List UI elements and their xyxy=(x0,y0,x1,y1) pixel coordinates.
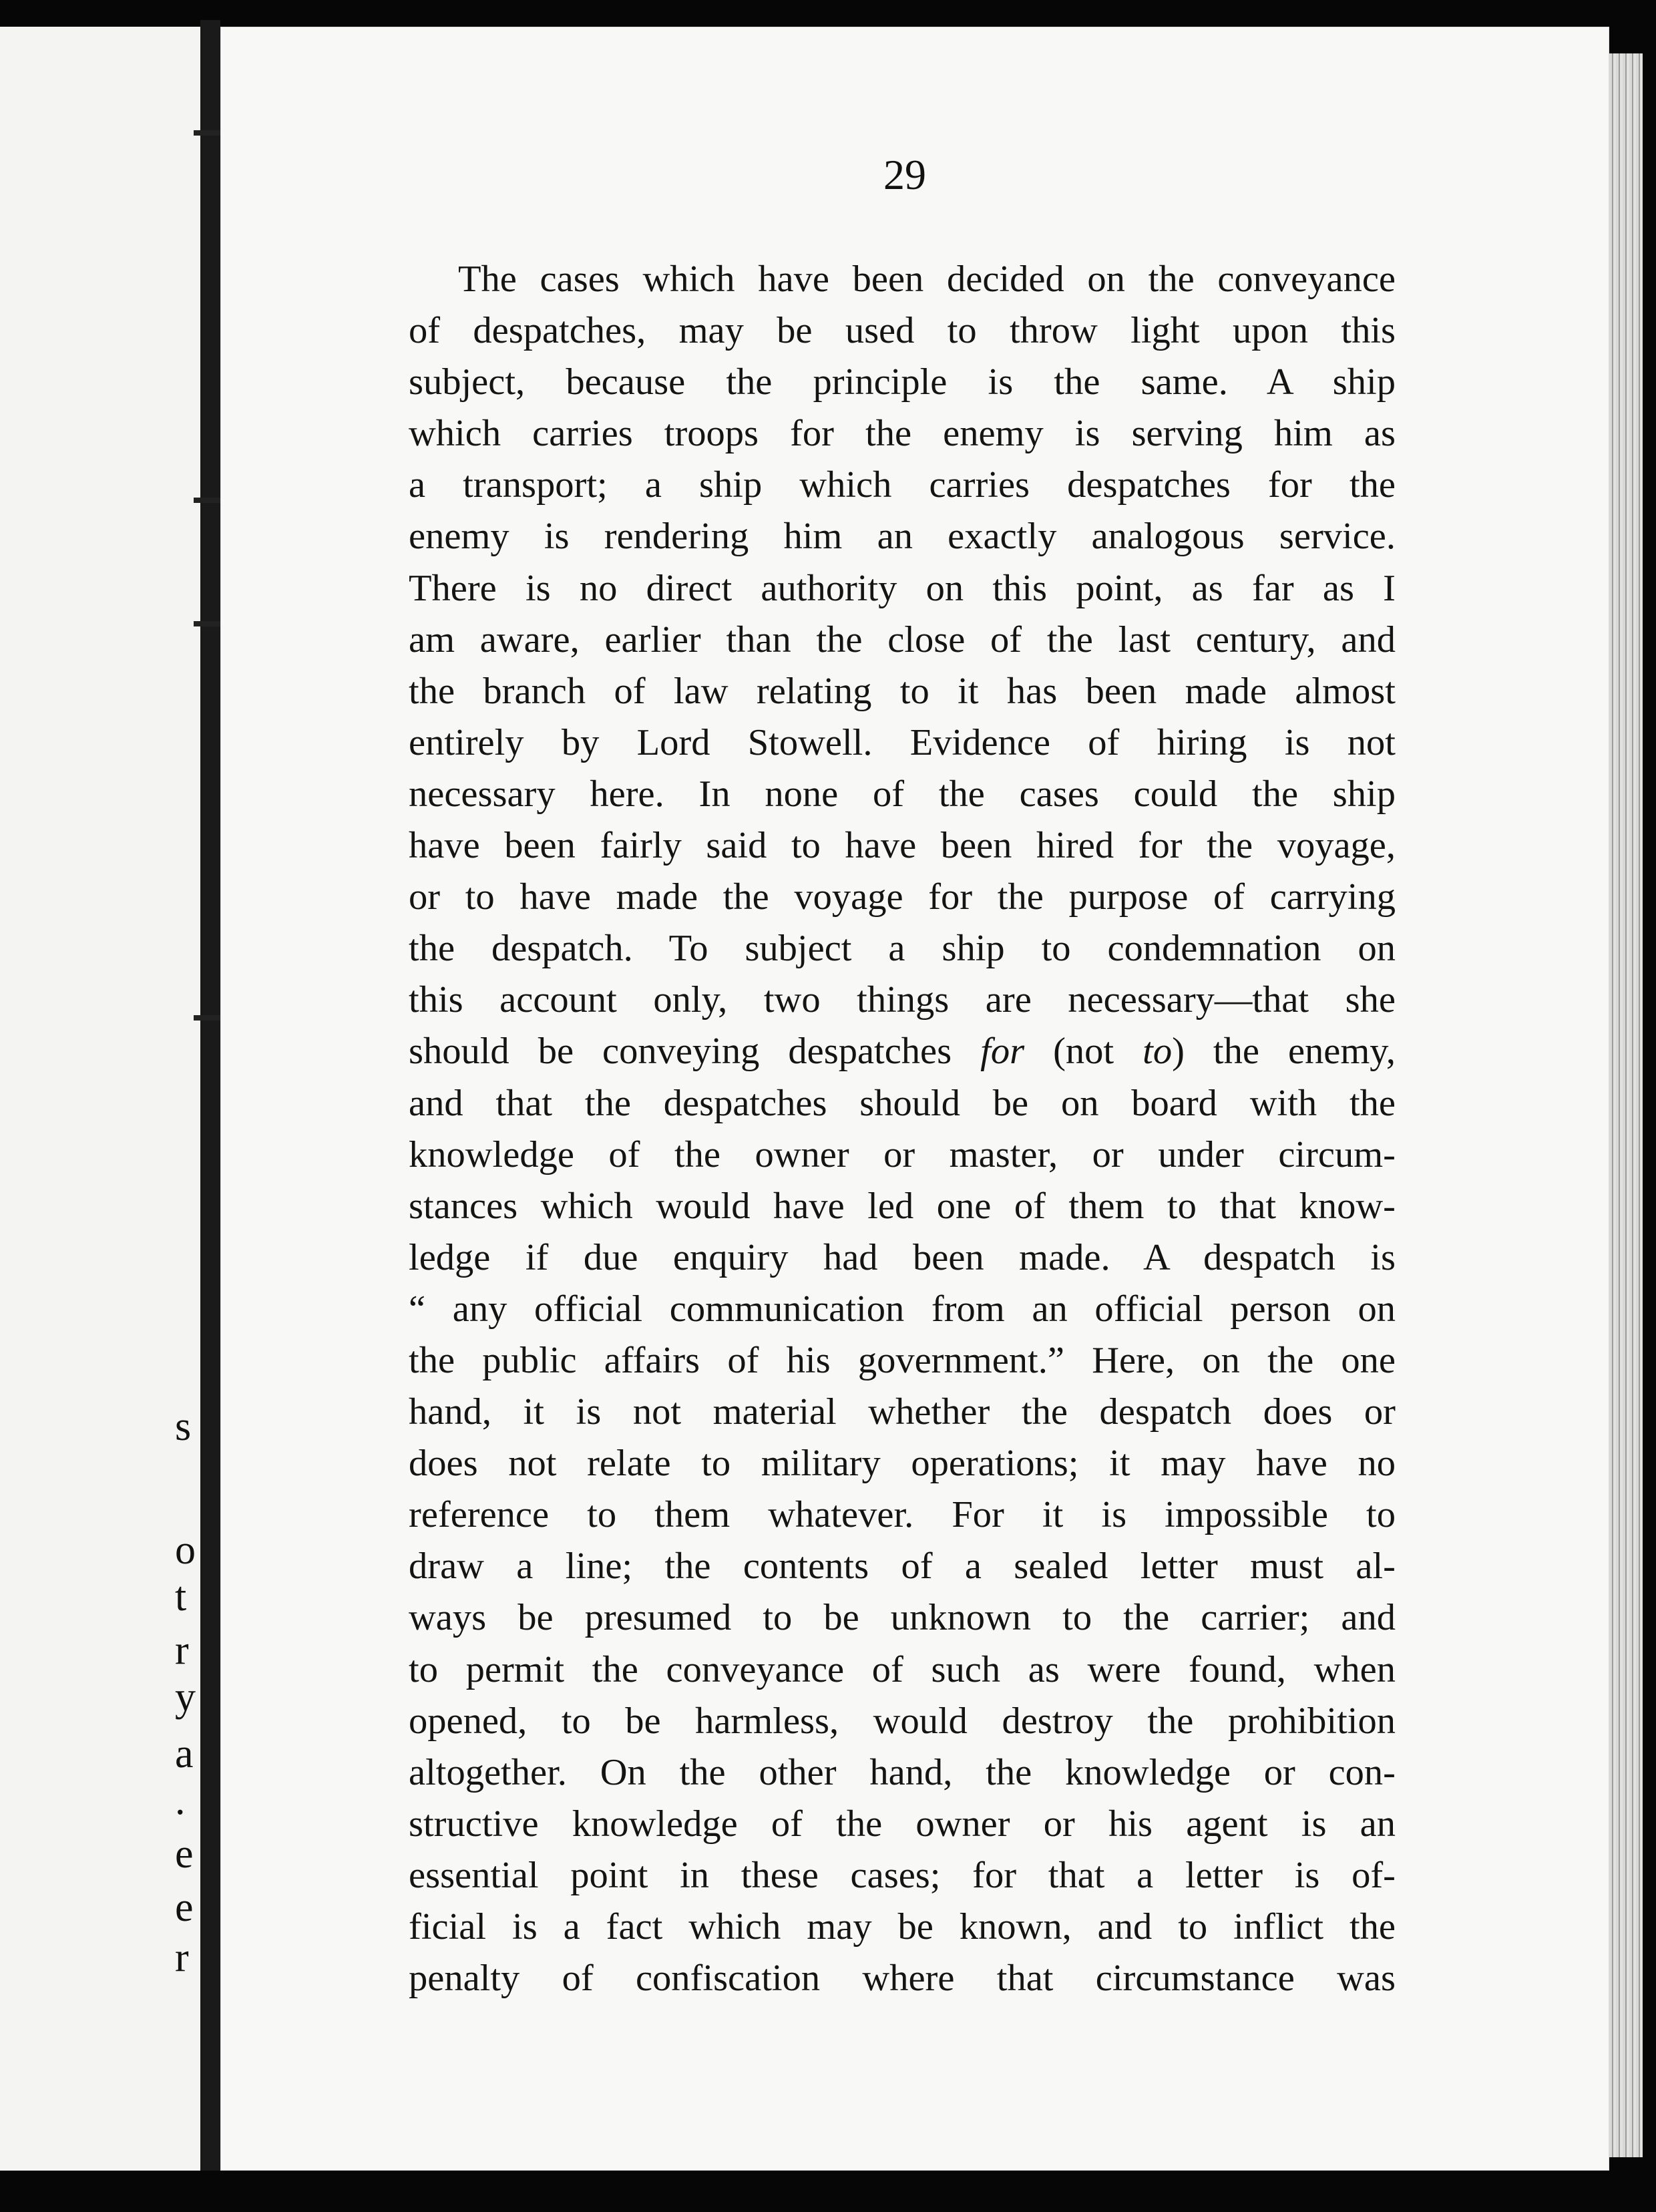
text-line-content: structive knowledge of the owner or his agent is an xyxy=(409,1803,1396,1845)
text-line-content: of despatches, may be used to throw light upon this xyxy=(409,310,1396,352)
text-segment: (not xyxy=(1024,1031,1143,1073)
edge-char: e xyxy=(175,1831,194,1877)
text-line-content: the public affairs of his government.” Here, on the one xyxy=(409,1339,1396,1381)
text-line xyxy=(409,1541,1396,1592)
text-line-content: subject, because the principle is the same. A ship xyxy=(409,361,1396,403)
text-line-content: ficial is a fact which may be known, and to inflict the xyxy=(409,1906,1396,1948)
text-line xyxy=(409,1078,1396,1129)
text-line xyxy=(409,769,1396,820)
text-line-content: and that the despatches should be on board with the xyxy=(409,1082,1396,1124)
edge-char: o xyxy=(175,1527,196,1573)
text-line-content: necessary here. In none of the cases could the ship xyxy=(409,773,1396,815)
edge-char: r xyxy=(175,1628,189,1673)
page-number: 29 xyxy=(883,151,926,198)
text-line xyxy=(409,1747,1396,1799)
text-line-content: essential point in these cases; for that a letter is of- xyxy=(409,1854,1396,1896)
text-line xyxy=(409,511,1396,562)
text-line-content: entirely by Lord Stowell. Evidence of hiring is not xyxy=(409,721,1396,763)
text-line-content: does not relate to military operations; it may have no xyxy=(409,1443,1396,1485)
text-line-content: have been fairly said to have been hired for the voyage, xyxy=(409,825,1396,867)
text-line xyxy=(409,666,1396,717)
edge-char: y xyxy=(175,1674,196,1720)
text-line-content: opened, to be harmless, would destroy the prohibition xyxy=(409,1700,1396,1742)
text-line xyxy=(409,1026,1396,1077)
text-line xyxy=(409,1644,1396,1696)
text-line xyxy=(409,1284,1396,1335)
text-segment: ) the enemy, xyxy=(1172,1031,1396,1073)
text-line-content: “ any official communication from an official person on xyxy=(409,1288,1396,1330)
text-line-content: reference to them whatever. For it is impossible to xyxy=(409,1494,1396,1536)
text-line-content: stances which would have led one of them to that know- xyxy=(409,1185,1396,1227)
text-line xyxy=(409,1850,1396,1901)
text-line xyxy=(409,1335,1396,1387)
text-line xyxy=(409,1129,1396,1181)
italic-word: for xyxy=(980,1031,1025,1073)
text-line xyxy=(409,408,1396,459)
text-line-content: altogether. On the other hand, the knowledge or con- xyxy=(409,1751,1396,1793)
text-line-content: this account only, two things are necessary—that she xyxy=(409,979,1396,1021)
edge-char: a xyxy=(175,1731,194,1777)
text-line xyxy=(409,974,1396,1026)
body-text xyxy=(409,254,1396,2004)
edge-char: t xyxy=(175,1574,187,1620)
text-line xyxy=(409,1953,1396,2004)
text-line xyxy=(409,1387,1396,1438)
text-line-content: penalty of confiscation where that circumstance was xyxy=(409,1958,1396,2000)
text-line-content: to permit the conveyance of such as were found, when xyxy=(409,1648,1396,1690)
text-line-content: which carries troops for the enemy is serving him as xyxy=(409,413,1396,455)
edge-char: r xyxy=(175,1935,189,1980)
text-line-content: ways be presumed to be unknown to the carrier; and xyxy=(409,1597,1396,1639)
text-line-content: draw a line; the contents of a sealed letter must al- xyxy=(409,1545,1396,1588)
edge-char: s xyxy=(175,1404,192,1449)
left-facing-page-edge xyxy=(0,27,200,2171)
text-line xyxy=(409,1232,1396,1284)
text-line xyxy=(409,820,1396,872)
text-line-content: knowledge of the owner or master, or under circum- xyxy=(409,1133,1396,1175)
text-line-content: the despatch. To subject a ship to condemnation on xyxy=(409,928,1396,970)
text-line xyxy=(409,717,1396,769)
text-line-content: There is no direct authority on this point, as far as I xyxy=(409,567,1396,609)
edge-char: . xyxy=(175,1778,186,1823)
text-line-content: the branch of law relating to it has been made almost xyxy=(409,670,1396,712)
text-line-content: am aware, earlier than the close of the last century, and xyxy=(409,618,1396,661)
text-line xyxy=(409,872,1396,923)
text-line xyxy=(409,459,1396,511)
text-line xyxy=(409,1592,1396,1644)
text-line xyxy=(409,1799,1396,1850)
edge-char: e xyxy=(175,1885,194,1930)
text-line xyxy=(409,254,1396,305)
text-line-content: or to have made the voyage for the purpose of carrying xyxy=(409,876,1396,918)
text-line xyxy=(409,1901,1396,1953)
text-line-content: enemy is rendering him an exactly analogous service. xyxy=(409,516,1396,558)
text-line xyxy=(409,357,1396,408)
text-line-content: ledge if due enquiry had been made. A despatch is xyxy=(409,1236,1396,1278)
text-line xyxy=(409,563,1396,614)
text-line xyxy=(409,1181,1396,1232)
binding-gutter xyxy=(200,20,220,2171)
text-line xyxy=(409,1489,1396,1541)
page-stack-edges xyxy=(1609,53,1643,2157)
text-line-content: The cases which have been decided on the conveyance xyxy=(458,258,1396,300)
italic-word: to xyxy=(1143,1031,1173,1073)
text-line xyxy=(409,1696,1396,1747)
text-line xyxy=(409,1438,1396,1489)
text-segment: should be conveying despatches xyxy=(409,1031,981,1073)
text-line-content: hand, it is not material whether the despatch does or xyxy=(409,1391,1396,1433)
text-line xyxy=(409,923,1396,974)
text-line xyxy=(409,614,1396,666)
text-line-content: a transport; a ship which carries despatches for the xyxy=(409,464,1396,506)
text-line xyxy=(409,305,1396,357)
